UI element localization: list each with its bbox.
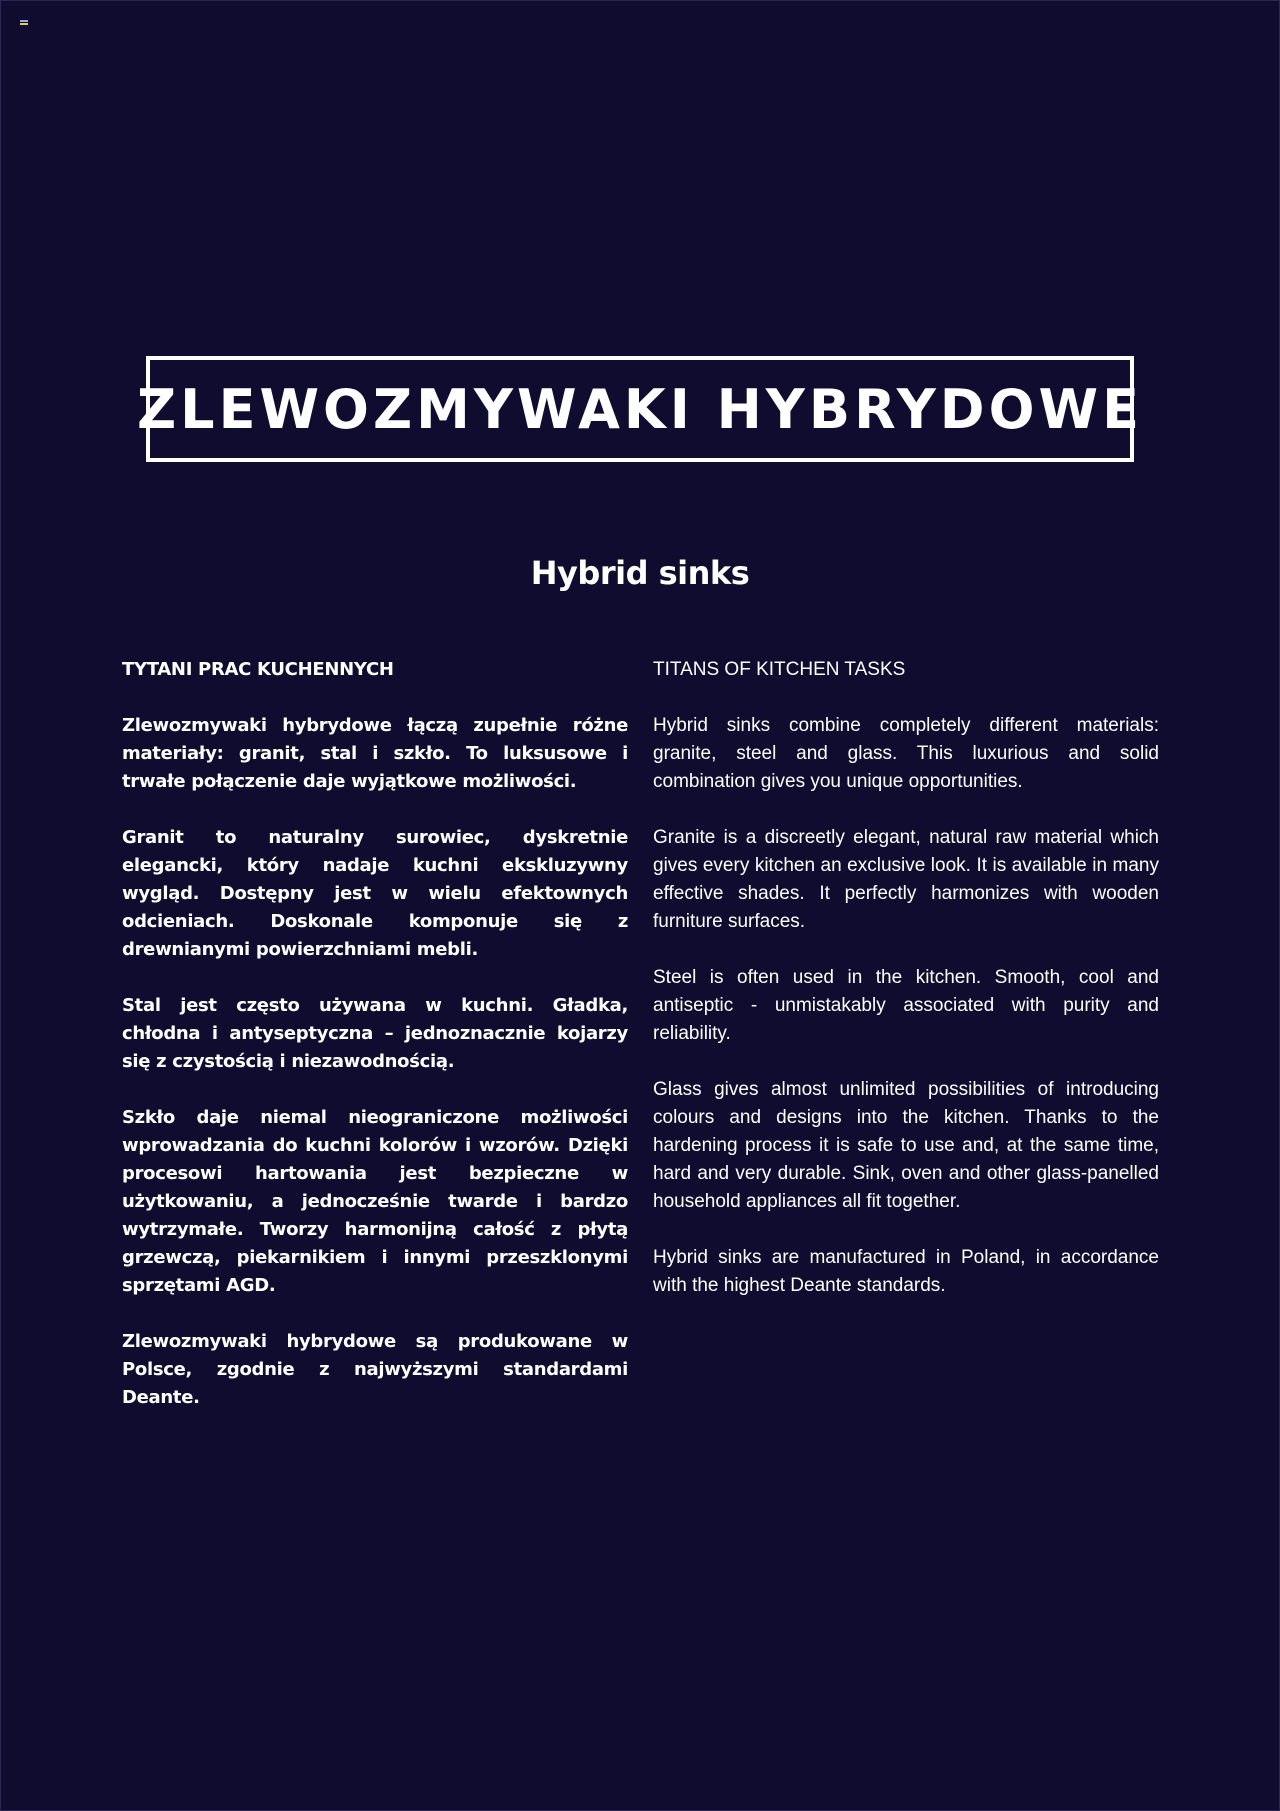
menu-icon-bar: [20, 23, 28, 25]
english-column: [653, 656, 1159, 1328]
polish-paragraph: Szkło daje niemal nieograniczone możliwości wprowadzania do kuchni kolorów i wzorów. Dzięki procesowi hartowania jest bezpieczne w użytkowaniu, a jednocześnie twarde i bardzo wytrzymałe. Tworzy harmonijną całość z płytą grzewczą, piekarnikiem i innymi przeszklonymi sprzętami AGD.: [122, 1107, 628, 1296]
polish-paragraph: Granit to naturalny surowiec, dyskretnie elegancki, który nadaje kuchni ekskluzywny wygląd. Dostępny jest w wielu efektownych odcieniach. Doskonale komponuje się z drewnianymi powierzchniami mebli.: [122, 827, 628, 960]
page-title: ZLEWOZMYWAKI HYBRYDOWE: [137, 377, 1143, 441]
title-frame: [137, 356, 1143, 462]
polish-heading: TYTANI PRAC KUCHENNYCH: [122, 659, 394, 680]
polish-paragraph: Zlewozmywaki hybrydowe są produkowane w Polsce, zgodnie z najwyższymi standardami Deante.: [122, 1331, 628, 1408]
menu-icon-bar: [20, 20, 28, 22]
polish-column: [122, 656, 628, 1440]
page-subtitle: Hybrid sinks: [530, 554, 750, 592]
english-paragraph: Granite is a discreetly elegant, natural raw material which gives every kitchen an exclusive look. It is available in many effective shades. It perfectly harmonizes with wooden furniture surfaces.: [653, 827, 1159, 932]
english-paragraph: Hybrid sinks are manufactured in Poland, in accordance with the highest Deante standards.: [653, 1247, 1159, 1296]
english-paragraph: Glass gives almost unlimited possibilities of introducing colours and designs into the kitchen. Thanks to the hardening process it is safe to use and, at the same time, hard and very durable. Sink, oven and other glass-panelled household appliances all fit together.: [653, 1079, 1159, 1212]
english-heading: TITANS OF KITCHEN TASKS: [653, 659, 906, 680]
english-paragraph: Hybrid sinks combine completely different materials: granite, steel and glass. This luxurious and solid combination gives you unique opportunities.: [653, 715, 1159, 792]
polish-paragraph: Zlewozmywaki hybrydowe łączą zupełnie różne materiały: granit, stal i szkło. To luksusowe i trwałe połączenie daje wyjątkowe możliwości.: [122, 715, 628, 792]
english-paragraph: Steel is often used in the kitchen. Smooth, cool and antiseptic - unmistakably associated with purity and reliability.: [653, 967, 1159, 1044]
menu-icon[interactable]: [20, 20, 28, 26]
polish-paragraph: Stal jest często używana w kuchni. Gładka, chłodna i antyseptyczna – jednoznacznie kojarzy się z czystością i niezawodnością.: [122, 995, 628, 1072]
